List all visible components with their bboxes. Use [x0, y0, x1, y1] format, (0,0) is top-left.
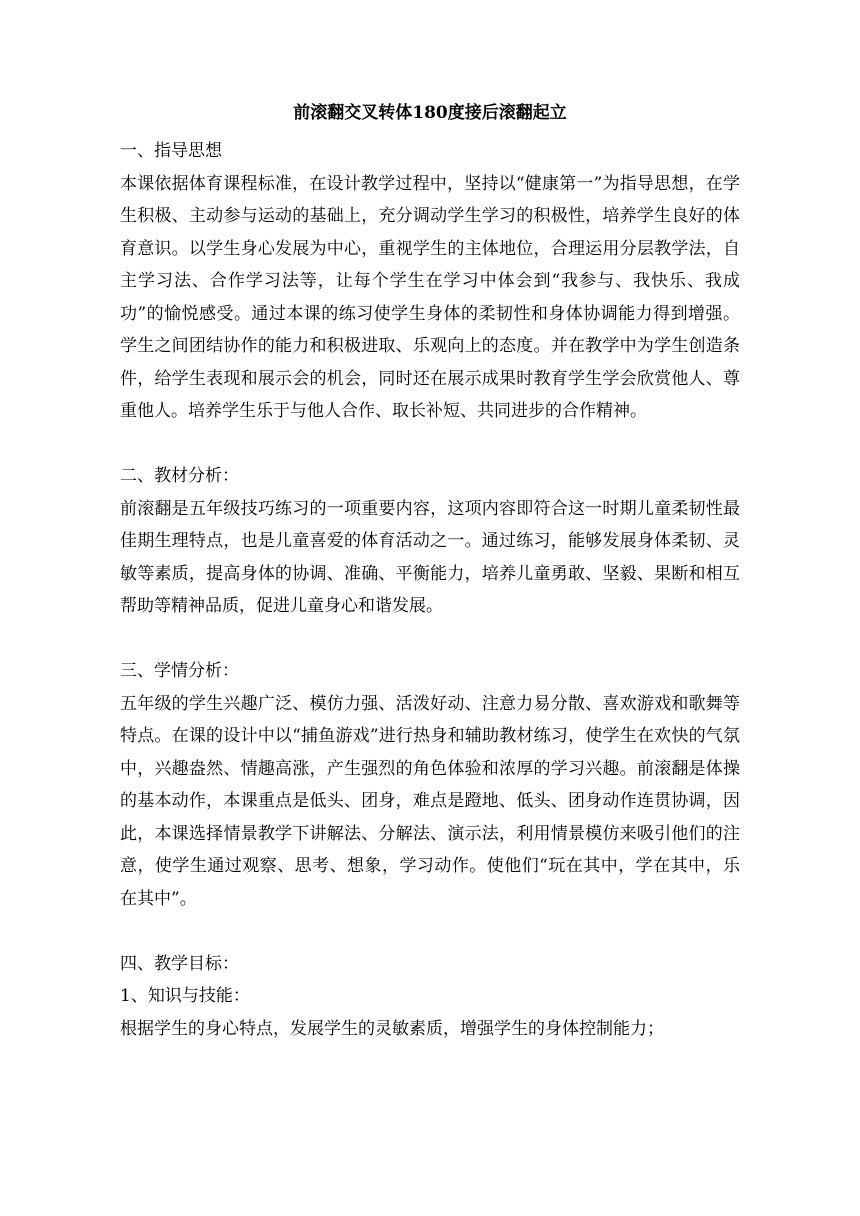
- paragraph-material-analysis: 前滚翻是五年级技巧练习的一项重要内容，这项内容即符合这一时期儿童柔韧性最佳期生理特点，也是儿童喜爱的体育活动之一。通过练习，能够发展身体柔韧、灵敏等素质，提高身体的协调、准确、平衡能力，培养儿童勇敢、坚毅、果断和相互帮助等精神品质，促进儿童身心和谐发展。: [120, 498, 740, 616]
- blank-line: [120, 428, 740, 461]
- paragraph-guiding-ideology: 本课依据体育课程标准，在设计教学过程中，坚持以“健康第一”为指导思想，在学生积极、主动参与运动的基础上，充分调动学生学习的积极性，培养学生良好的体育意识。以学生身心发展为中心，重视学生的主体地位，合理运用分层教学法，自主学习法、合作学习法等，让每个学生在学习中体会到“我参与、我快乐、我成功”的愉悦感受。通过本课的练习使学生身体的柔韧性和身体协调能力得到增强。学生之间团结协作的能力和积极进取、乐观向上的态度。并在教学中为学生创造条件，给学生表现和展示会的机会，同时还在展示成果时教育学生学会欣赏他人、尊重他人。培养学生乐于与他人合作、取长补短、共同进步的合作精神。: [120, 173, 740, 421]
- paragraph-student-analysis: 五年级的学生兴趣广泛、模仿力强、活泼好动、注意力易分散、喜欢游戏和歌舞等特点。在课的设计中以“捕鱼游戏”进行热身和辅助教材练习，使学生在欢快的气氛中，兴趣盎然、情趣高涨，产生强烈的角色体验和浓厚的学习兴趣。前滚翻是体操的基本动作，本课重点是低头、团身，难点是蹬地、低头、团身动作连贯协调，因此，本课选择情景教学下讲解法、分解法、演示法，利用情景模仿来吸引他们的注意，使学生通过观察、思考、想象，学习动作。使他们“玩在其中，学在其中，乐在其中”。: [120, 693, 740, 909]
- document-title: 前滚翻交叉转体180度接后滚翻起立: [293, 103, 567, 123]
- section-heading-guiding-ideology: 一、指导思想: [120, 141, 222, 161]
- blank-line: [120, 915, 740, 948]
- section-heading-teaching-objectives: 四、教学目标：: [120, 953, 239, 974]
- document-body: [120, 92, 740, 1045]
- blank-line: [120, 623, 740, 656]
- paragraph-knowledge-skills: 根据学生的身心特点，发展学生的灵敏素质，增强学生的身体控制能力；: [120, 1018, 664, 1039]
- section-heading-student-analysis: 三、学情分析：: [120, 661, 239, 681]
- section-heading-material-analysis: 二、教材分析：: [120, 466, 239, 486]
- subheading-knowledge-skills: 1、知识与技能：: [120, 986, 250, 1006]
